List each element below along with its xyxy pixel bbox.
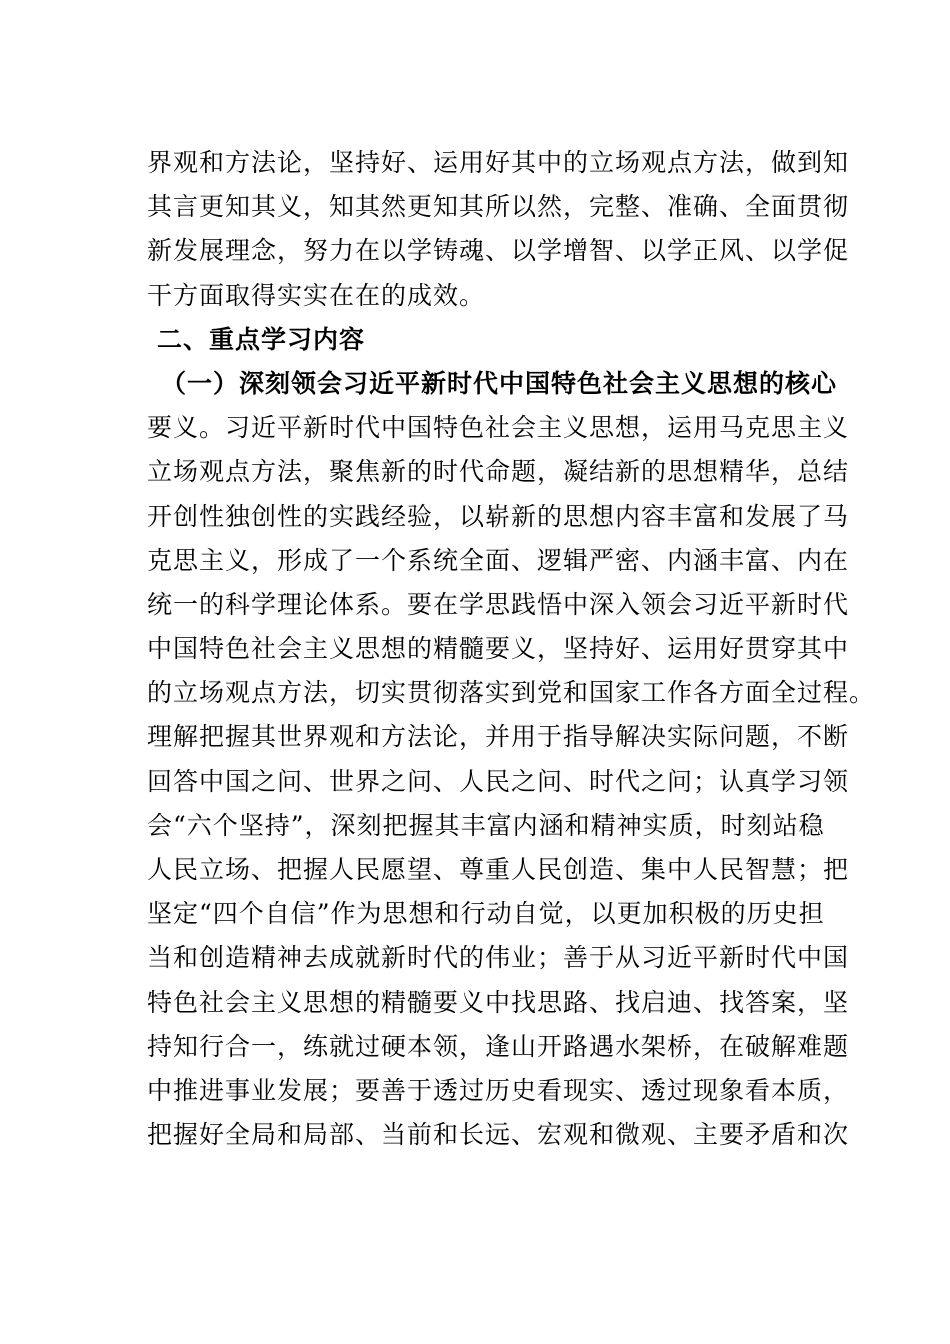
paragraph-line: 持知行合一，练就过硬本领，逢山开路遇水架桥，在破解难题 bbox=[147, 1031, 850, 1061]
section-heading: 二、重点学习内容 bbox=[157, 324, 366, 354]
paragraph-line: 新发展理念，努力在以学铸魂、以学增智、以学正风、以学促 bbox=[147, 236, 850, 266]
paragraph-line: 干方面取得实实在在的成效。 bbox=[147, 280, 486, 310]
paragraph-line: 的立场观点方法，切实贯彻落实到党和国家工作各方面全过程。 bbox=[147, 678, 876, 708]
paragraph-line: 统一的科学理论体系。要在学思践悟中深入领会习近平新时代 bbox=[147, 589, 850, 619]
paragraph-line: 理解把握其世界观和方法论，并用于指导解决实际问题，不断 bbox=[147, 722, 850, 752]
paragraph-line: 当和创造精神去成就新时代的伟业；善于从习近平新时代中国 bbox=[147, 943, 850, 973]
paragraph-line: 会“六个坚持”，深刻把握其丰富内涵和精神实质，时刻站稳 bbox=[147, 810, 825, 840]
paragraph-line: 界观和方法论，坚持好、运用好其中的立场观点方法，做到知 bbox=[147, 148, 850, 177]
paragraph-line: 坚定“四个自信”作为思想和行动自觉，以更加积极的历史担 bbox=[147, 899, 825, 929]
paragraph-line: 特色社会主义思想的精髓要义中找思路、找启迪、找答案，坚 bbox=[147, 987, 850, 1017]
paragraph-line: 人民立场、把握人民愿望、尊重人民创造、集中人民智慧；把 bbox=[147, 855, 850, 884]
paragraph-line: 中推进事业发展；要善于透过历史看现实、透过现象看本质， bbox=[147, 1075, 850, 1105]
paragraph-line: 克思主义，形成了一个系统全面、逻辑严密、内涵丰富、内在 bbox=[147, 545, 850, 575]
paragraph-line: 立场观点方法，聚焦新的时代命题，凝结新的思想精华，总结 bbox=[147, 457, 850, 487]
paragraph-line: 开创性独创性的实践经验，以崭新的思想内容丰富和发展了马 bbox=[147, 501, 850, 531]
paragraph-line: 把握好全局和局部、当前和长远、宏观和微观、主要矛盾和次 bbox=[147, 1120, 850, 1150]
paragraph-line: 中国特色社会主义思想的精髓要义，坚持好、运用好贯穿其中 bbox=[147, 634, 850, 664]
paragraph-line: 回答中国之问、世界之问、人民之问、时代之问；认真学习领 bbox=[147, 766, 850, 796]
subsection-heading: （一）深刻领会习近平新时代中国特色社会主义思想的核心 bbox=[161, 368, 838, 398]
document-body bbox=[147, 141, 876, 1157]
paragraph-line: 要义。习近平新时代中国特色社会主义思想，运用马克思主义 bbox=[147, 413, 850, 443]
paragraph-line: 其言更知其义，知其然更知其所以然，完整、准确、全面贯彻 bbox=[147, 192, 850, 222]
